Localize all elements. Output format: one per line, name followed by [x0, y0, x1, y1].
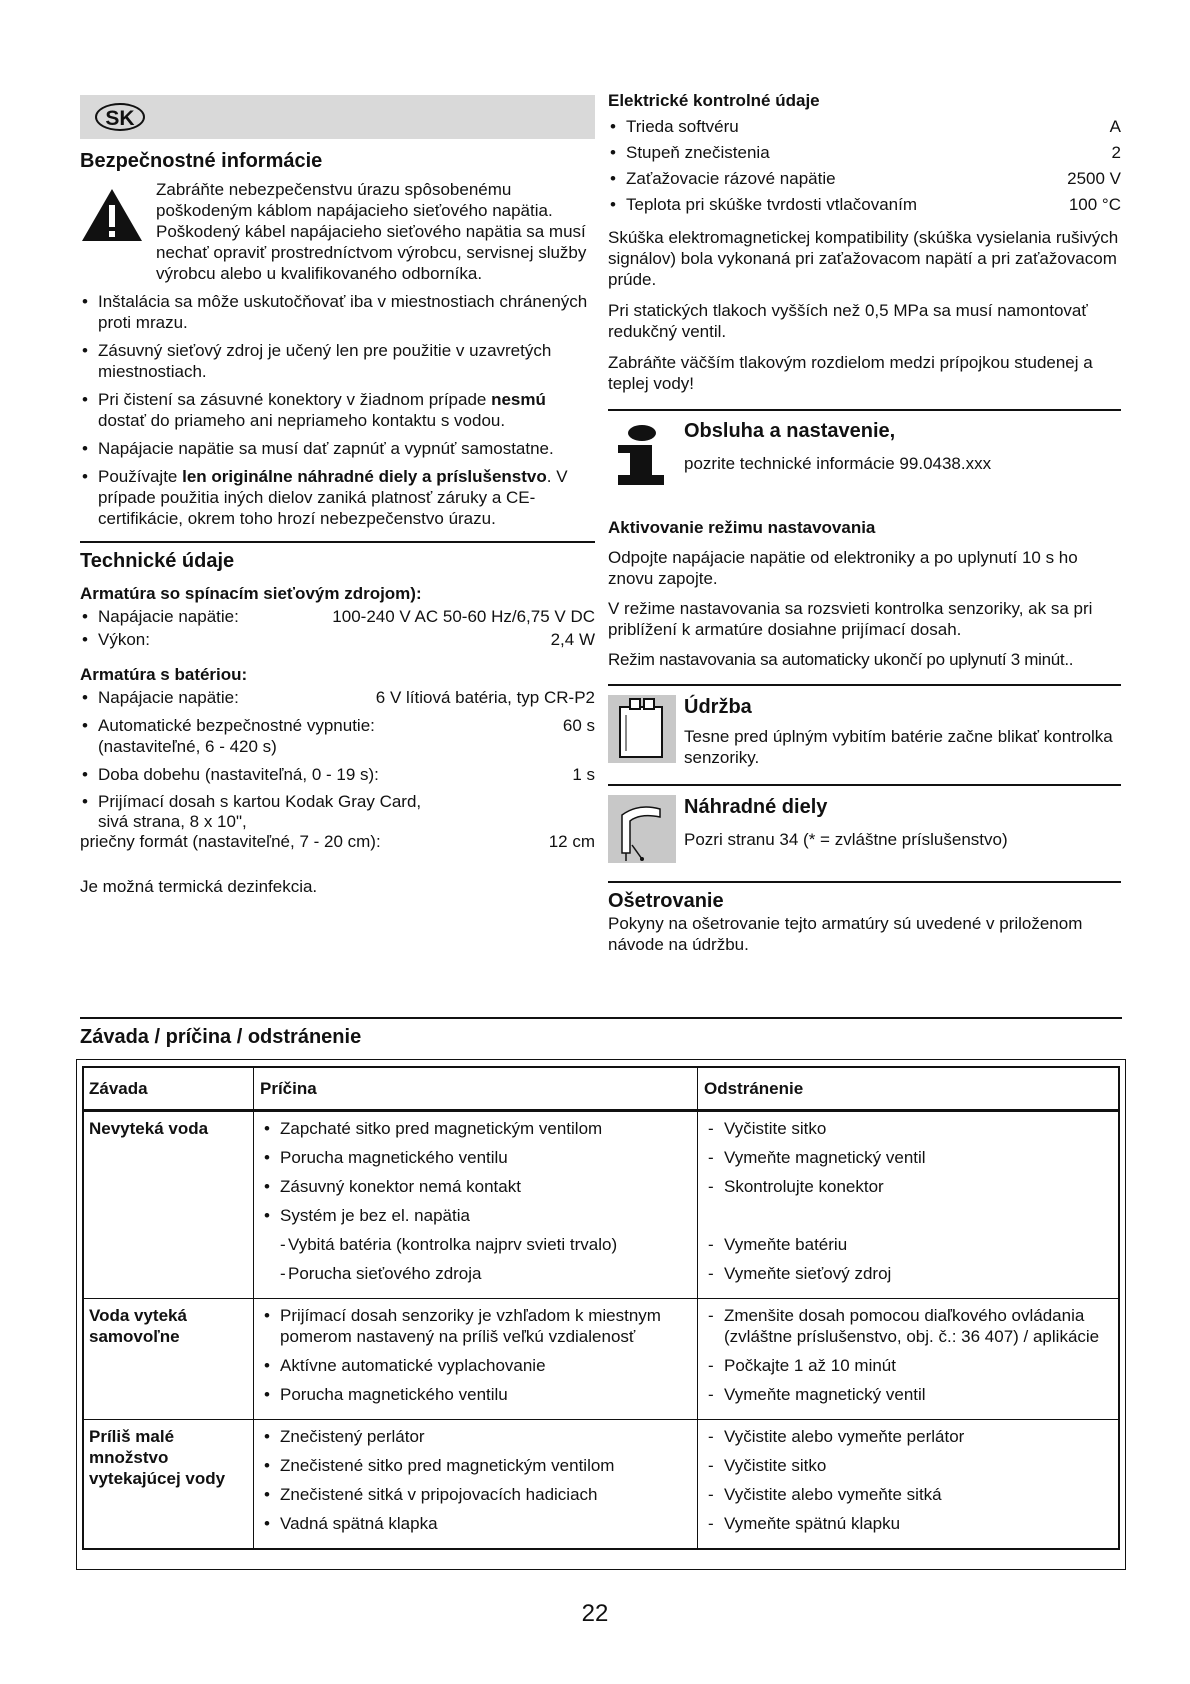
- elec-label: • Trieda softvéru: [626, 117, 739, 136]
- language-bar: [80, 95, 595, 139]
- spec-value: 2,4 W: [550, 630, 595, 649]
- elec-value: 2: [1111, 143, 1121, 162]
- battery-rows: [80, 687, 595, 785]
- diff-text: Zabráňte väčším tlakovým rozdielom medzi prípojkou studenej a teplej vody!: [608, 353, 1093, 393]
- tech-title: Technické údaje: [80, 550, 235, 572]
- remedy-item: - Vymeňte sieťový zdroj: [704, 1263, 1112, 1284]
- elec-title: Elektrické kontrolné údaje: [608, 91, 820, 110]
- spec-label: • Automatické bezpečnostné vypnutie:: [98, 716, 375, 735]
- bullet-text: Napájacie napätie sa musí dať zapnúť a vypnúť samostatne.: [98, 439, 554, 458]
- cause-cell: [254, 1420, 698, 1548]
- cause-cell: [254, 1299, 698, 1419]
- bullet-bold: len originálne náhradné diely a príslušenstvo: [182, 467, 547, 486]
- elec-rows: [608, 116, 1121, 215]
- elec-row-line: [626, 194, 1121, 215]
- safety-bullet: [80, 389, 595, 431]
- safety-warning-text: Zabráňte nebezpečenstvu úrazu spôsobenému poškodeným káblom napájacieho sieťového napätia. Poškodený kábel napájacieho sieťového napätia sa musí nechať opraviť prostredníctvom výrobcu, servisnej služby výrobcu alebo u kvalifikovaného odborníka.: [156, 180, 587, 283]
- elec-label: • Zaťažovacie rázové napätie: [626, 169, 836, 188]
- cause-item: • Aktívne automatické vyplachovanie: [260, 1355, 691, 1376]
- spec-value: 100-240 V AC 50-60 Hz/6,75 V DC: [332, 607, 595, 626]
- spec-row-line: [98, 687, 595, 708]
- operation-text: pozrite technické informácie 99.0438.xxx: [684, 454, 992, 473]
- remedy-cell: [698, 1299, 1118, 1419]
- troubleshooting-table: [82, 1066, 1120, 1550]
- header-fault: Závada: [84, 1068, 254, 1109]
- remedy-cell: [698, 1420, 1118, 1548]
- emc-text: Skúška elektromagnetickej kompatibility (skúška vysielania rušivých signálov) bola vykonaná pri zaťažovacom napätí a pri zaťažovacom prúde.: [608, 228, 1119, 289]
- cause-item: • Zapchaté sitko pred magnetickým ventilom: [260, 1118, 691, 1139]
- bullet-text: Zásuvný sieťový zdroj je učený len pre použitie v uzavretých miestnostiach.: [98, 341, 552, 381]
- table-header-row: [84, 1068, 1118, 1112]
- spec-label: • Výkon:: [98, 630, 150, 649]
- battery-icon: [608, 695, 676, 763]
- remedy-item: [704, 1205, 1112, 1226]
- cause-item: • Znečistené sitko pred magnetickým ventilom: [260, 1455, 691, 1476]
- cause-item: - Porucha sieťového zdroja: [260, 1263, 691, 1284]
- elec-value: 2500 V: [1067, 169, 1121, 188]
- activation-p3: Režim nastavovania sa automaticky ukončí po uplynutí 3 minút..: [608, 650, 1074, 669]
- care-title: Ošetrovanie: [608, 890, 724, 912]
- bullet-text: Inštalácia sa môže uskutočňovať iba v miestnostiach chránených proti mrazu.: [98, 292, 588, 332]
- mains-rows: [80, 606, 595, 650]
- spec-label: • Napájacie napätie:: [98, 688, 239, 707]
- spare-parts-title: Náhradné diely: [684, 796, 828, 818]
- elec-value: 100 °C: [1068, 195, 1121, 214]
- spec-row: [80, 606, 595, 627]
- spec-row: [80, 629, 595, 650]
- spec-value: 60 s: [562, 716, 595, 735]
- spec-label: • Napájacie napätie:: [98, 607, 239, 626]
- range-line2: sivá strana, 8 x 10",: [98, 812, 247, 831]
- cause-item: • Prijímací dosah senzoriky je vzhľadom k miestnym pomerom nastavený na príliš veľkú vzdialenosť: [260, 1305, 691, 1347]
- cause-item: - Vybitá batéria (kontrolka najprv svieti trvalo): [260, 1234, 691, 1255]
- troubleshooting-section: [80, 1017, 1122, 1049]
- mains-title: Armatúra so spínacím sieťovým zdrojom):: [80, 584, 422, 603]
- battery-title: Armatúra s batériou:: [80, 665, 248, 684]
- remedy-item: - Skontrolujte konektor: [704, 1176, 1112, 1197]
- bullet-bold: nesmú: [491, 390, 546, 409]
- cause-cell: [254, 1112, 698, 1298]
- range-line1: • Prijímací dosah s kartou Kodak Gray Card,: [98, 792, 422, 811]
- cause-item: • Porucha magnetického ventilu: [260, 1147, 691, 1168]
- warning-triangle-icon: [80, 187, 144, 243]
- remedy-cell: [698, 1112, 1118, 1298]
- range-value: 12 cm: [548, 832, 595, 851]
- faucet-icon: [608, 795, 676, 863]
- page-number: 22: [581, 1600, 609, 1627]
- elec-label: • Teplota pri skúške tvrdosti vtlačovaním: [626, 195, 918, 214]
- safety-bullet: [80, 466, 595, 529]
- maintenance-title: Údržba: [684, 696, 752, 718]
- spec-sub: (nastaviteľné, 6 - 420 s): [98, 737, 277, 756]
- remedy-item: - Vymeňte spätnú klapku: [704, 1513, 1112, 1534]
- remedy-item: - Vyčistite sitko: [704, 1118, 1112, 1139]
- cause-item: • Znečistené sitká v pripojovacích hadiciach: [260, 1484, 691, 1505]
- elec-value: A: [1109, 117, 1121, 136]
- remedy-item: - Vymeňte magnetický ventil: [704, 1384, 1112, 1405]
- remedy-item: - Vymeňte magnetický ventil: [704, 1147, 1112, 1168]
- spec-value: 1 s: [572, 765, 595, 784]
- spec-row: [80, 764, 595, 785]
- spec-row: [80, 715, 595, 757]
- elec-row-line: [626, 116, 1121, 137]
- fault-cell: Nevyteká voda: [84, 1112, 254, 1298]
- fault-cell: Príliš malé množstvo vytekajúcej vody: [84, 1420, 254, 1548]
- spec-row-line: [98, 629, 595, 650]
- elec-row: [608, 194, 1121, 215]
- header-remedy: Odstránenie: [704, 1079, 804, 1098]
- table-row: [84, 1298, 1118, 1419]
- safety-bullet: [80, 340, 595, 382]
- pressure-text: Pri statických tlakoch vyšších než 0,5 MPa sa musí namontovať redukčný ventil.: [608, 301, 1088, 341]
- safety-bullet: [80, 291, 595, 333]
- right-column: [608, 90, 1121, 955]
- spec-row-line: [98, 606, 595, 627]
- maintenance-block: [608, 695, 1121, 768]
- activation-p2: V režime nastavovania sa rozsvieti kontrolka senzoriky, ak sa pri priblížení k armatúre dosiahne prijímací dosah.: [608, 599, 1093, 639]
- safety-bullets: [80, 291, 595, 529]
- elec-row: [608, 168, 1121, 189]
- elec-row-line: [626, 168, 1121, 189]
- troubleshooting-title: Závada / príčina / odstránenie: [80, 1026, 362, 1048]
- table-row: [84, 1112, 1118, 1298]
- range-item: [80, 792, 595, 852]
- language-badge: SK: [95, 103, 145, 131]
- fault-cell: Voda vyteká samovoľne: [84, 1299, 254, 1419]
- operation-title: Obsluha a nastavenie,: [684, 420, 896, 442]
- care-text: Pokyny na ošetrovanie tejto armatúry sú uvedené v priloženom návode na údržbu.: [608, 914, 1083, 954]
- bullet-text-post: . V prípade použitia iných dielov zaniká platnosť záruky a CE-certifikácie, okrem toho hrozí nebezpečenstvo úrazu.: [98, 467, 568, 528]
- bullet-text-post: dostať do priameho ani nepriameho kontaktu s vodou.: [98, 411, 506, 430]
- activation-p1: Odpojte napájacie napätie od elektroniky a po uplynutí 10 s ho znovu zapojte.: [608, 548, 1078, 588]
- spec-row-line: [98, 764, 595, 785]
- table-row: [84, 1419, 1118, 1548]
- operation-block: [608, 419, 1121, 487]
- safety-bullet: [80, 438, 595, 459]
- spec-row-line: [98, 715, 595, 736]
- activation-title: Aktivovanie režimu nastavovania: [608, 518, 876, 537]
- elec-row: [608, 142, 1121, 163]
- bullet-text: Používajte: [98, 467, 183, 486]
- cause-item: • Vadná spätná klapka: [260, 1513, 691, 1534]
- elec-row: [608, 116, 1121, 137]
- spare-parts-block: [608, 795, 1121, 863]
- remedy-item: - Vymeňte batériu: [704, 1234, 1112, 1255]
- spec-label: • Doba dobehu (nastaviteľná, 0 - 19 s):: [98, 765, 379, 784]
- elec-label: • Stupeň znečistenia: [626, 143, 770, 162]
- elec-row-line: [626, 142, 1121, 163]
- remedy-item: - Vyčistite alebo vymeňte perlátor: [704, 1426, 1112, 1447]
- cause-item: • Systém je bez el. napätia: [260, 1205, 691, 1226]
- disinfection-note: Je možná termická dezinfekcia.: [80, 877, 318, 896]
- header-cause: Príčina: [254, 1068, 698, 1109]
- cause-item: • Porucha magnetického ventilu: [260, 1384, 691, 1405]
- cause-item: • Znečistený perlátor: [260, 1426, 691, 1447]
- left-column: [80, 95, 595, 897]
- remedy-item: - Vyčistite sitko: [704, 1455, 1112, 1476]
- safety-title: Bezpečnostné informácie: [80, 150, 323, 172]
- spec-value: 6 V lítiová batéria, typ CR-P2: [375, 688, 595, 707]
- remedy-item: - Zmenšite dosah pomocou diaľkového ovládania (zvláštne príslušenstvo, obj. č.: 36 407) / aplikácie: [704, 1305, 1112, 1347]
- maintenance-text: Tesne pred úplným vybitím batérie začne blikať kontrolka senzoriky.: [684, 727, 1113, 767]
- safety-warning-block: [80, 179, 595, 284]
- spare-parts-text: Pozri stranu 34 (* = zvláštne príslušenstvo): [684, 830, 1008, 849]
- remedy-item: - Vyčistite alebo vymeňte sitká: [704, 1484, 1112, 1505]
- cause-item: • Zásuvný konektor nemá kontakt: [260, 1176, 691, 1197]
- spec-row: [80, 687, 595, 708]
- bullet-text: Pri čistení sa zásuvné konektory v žiadnom prípade: [98, 390, 492, 409]
- remedy-item: - Počkajte 1 až 10 minút: [704, 1355, 1112, 1376]
- range-line3: priečny formát (nastaviteľné, 7 - 20 cm):: [80, 832, 381, 851]
- info-icon: [608, 419, 676, 487]
